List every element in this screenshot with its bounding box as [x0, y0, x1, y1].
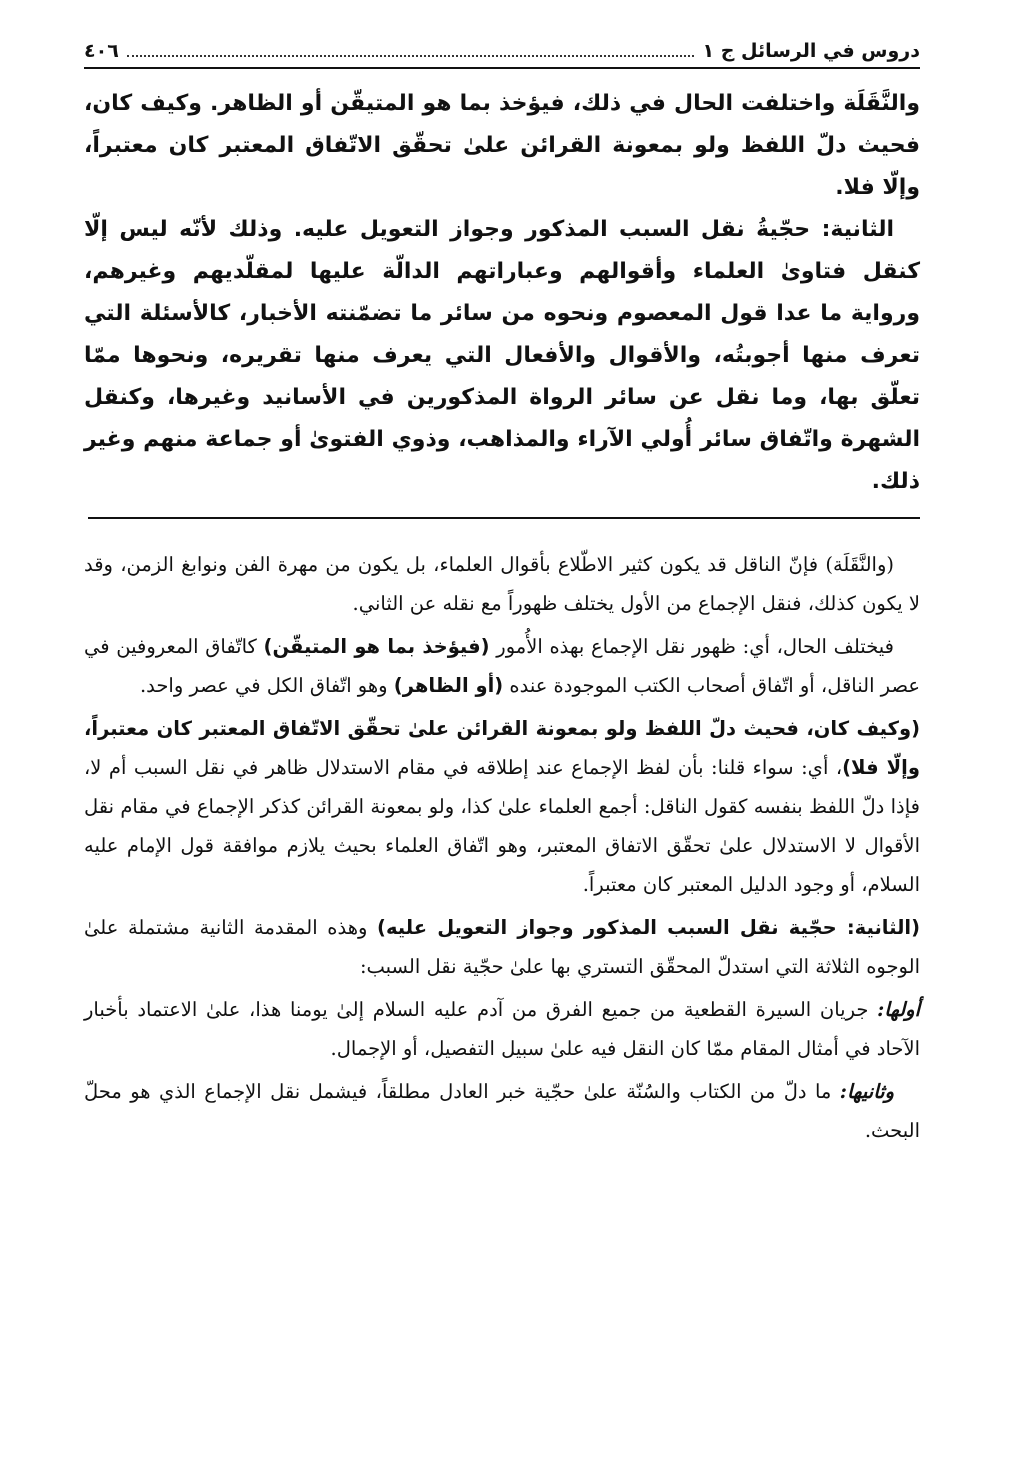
commentary-text: كاتّفاق المعروفين في عصر الناقل، أو اتّفاق أصحاب الكتب الموجودة عنده [84, 635, 920, 697]
commentary-text: جريان السيرة القطعية من جميع الفرق من آدم عليه السلام إلىٰ يومنا هذا، علىٰ الاعتماد بأخبار الآحاد في أمثال المقام ممّا كان النقل فيه علىٰ سبيل التفصيل، أو الإجمال. [84, 998, 920, 1060]
quoted-text: (والنَّقَلَة) [825, 553, 894, 576]
commentary-paragraph-2 [84, 627, 920, 705]
commentary-text: ما دلّ من الكتاب والسُنّة علىٰ حجّية خبر العادل مطلقاً، فيشمل نقل الإجماع الذي هو محلّ البحث. [84, 1080, 920, 1142]
quoted-text: (الثانية: حجّية نقل السبب المذكور وجواز التعويل عليه) [377, 916, 920, 939]
commentary-paragraph-6 [84, 1072, 920, 1150]
commentary-paragraph-4 [84, 908, 920, 986]
quoted-text: (وكيف كان، فحيث دلّ اللفظ ولو بمعونة القرائن علىٰ تحقّق الاتّفاق المعتبر كان معتبراً، وإلّا فلا) [84, 717, 920, 779]
commentary-text: فيختلف الحال، أي: ظهور نقل الإجماع بهذه الأُمور [489, 635, 894, 658]
commentary-text: وهو اتّفاق الكل في عصر واحد. [139, 674, 394, 697]
main-paragraph-2: الثانية: حجّيةُ نقل السبب المذكور وجواز التعويل عليه. وذلك لأنّه ليس إلّا كنقل فتاوىٰ العلماء وأقوالهم وعباراتهم الدالّة عليها لمقلّديهم وغيرهم، ورواية ما عدا قول المعصوم ونحوه من سائر ما تضمّنته الأخبار، كالأسئلة التي تعرف منها أجوبتُه، والأقوال والأفعال التي يعرف منها تقريره، ونحوها ممّا تعلّق بها، وما نقل عن سائر الرواة المذكورين في الأسانيد وغيرها، وكنقل الشهرة واتّفاق سائر أُولي الآراء والمذاهب، وذوي الفتوىٰ أو جماعة منهم وغير ذلك. [84, 217, 920, 494]
item-label: وثانيها: [839, 1080, 894, 1103]
book-title: دروس في الرسائل ج ١ [702, 40, 920, 62]
commentary-paragraph-5 [84, 990, 920, 1068]
commentary-text: فإنّ الناقل قد يكون كثير الاطّلاع بأقوال العلماء، بل يكون من مهرة الفن ونوابغ الزمن، وقد لا يكون كذلك، فنقل الإجماع من الأول يختلف ظهوراً مع نقله عن الثاني. [84, 553, 920, 615]
item-label: أولها: [877, 998, 920, 1021]
commentary-text: وهذه المقدمة الثانية مشتملة علىٰ الوجوه الثلاثة التي استدلّ المحقّق التستري بها علىٰ حجّية نقل السبب: [84, 916, 920, 978]
quoted-text: (أو الظاهر) [393, 674, 504, 697]
quoted-text: (فيؤخذ بما هو المتيقّن) [263, 635, 490, 658]
document-page [84, 40, 920, 1154]
page-number: ٤٠٦ [84, 40, 119, 62]
main-text [84, 83, 920, 503]
page-header [84, 40, 920, 69]
commentary [84, 545, 920, 1150]
header-dot-leader [127, 55, 695, 57]
separator-rule [88, 517, 920, 519]
commentary-paragraph-3 [84, 709, 920, 904]
commentary-text: ، أي: سواء قلنا: بأن لفظ الإجماع عند إطلاقه في مقام الاستدلال ظاهر في نقل السبب أم لا، فإذا دلّ اللفظ بنفسه كقول الناقل: أجمع العلماء علىٰ كذا، ولو بمعونة القرائن كذكر الإجماع في مقام نقل الأقوال لا الاستدلال علىٰ تحقّق الاتفاق المعتبر، وهو اتّفاق العلماء بحيث يلازم موافقة قول الإمام عليه السلام، أو وجود الدليل المعتبر كان معتبراً. [84, 756, 920, 896]
main-paragraph-1: والنَّقَلَة واختلفت الحال في ذلك، فيؤخذ بما هو المتيقّن أو الظاهر. وكيف كان، فحيث دلّ اللفظ ولو بمعونة القرائن علىٰ تحقّق الاتّفاق المعتبر كان معتبراً، وإلّا فلا. [84, 91, 920, 200]
commentary-paragraph-1 [84, 545, 920, 623]
